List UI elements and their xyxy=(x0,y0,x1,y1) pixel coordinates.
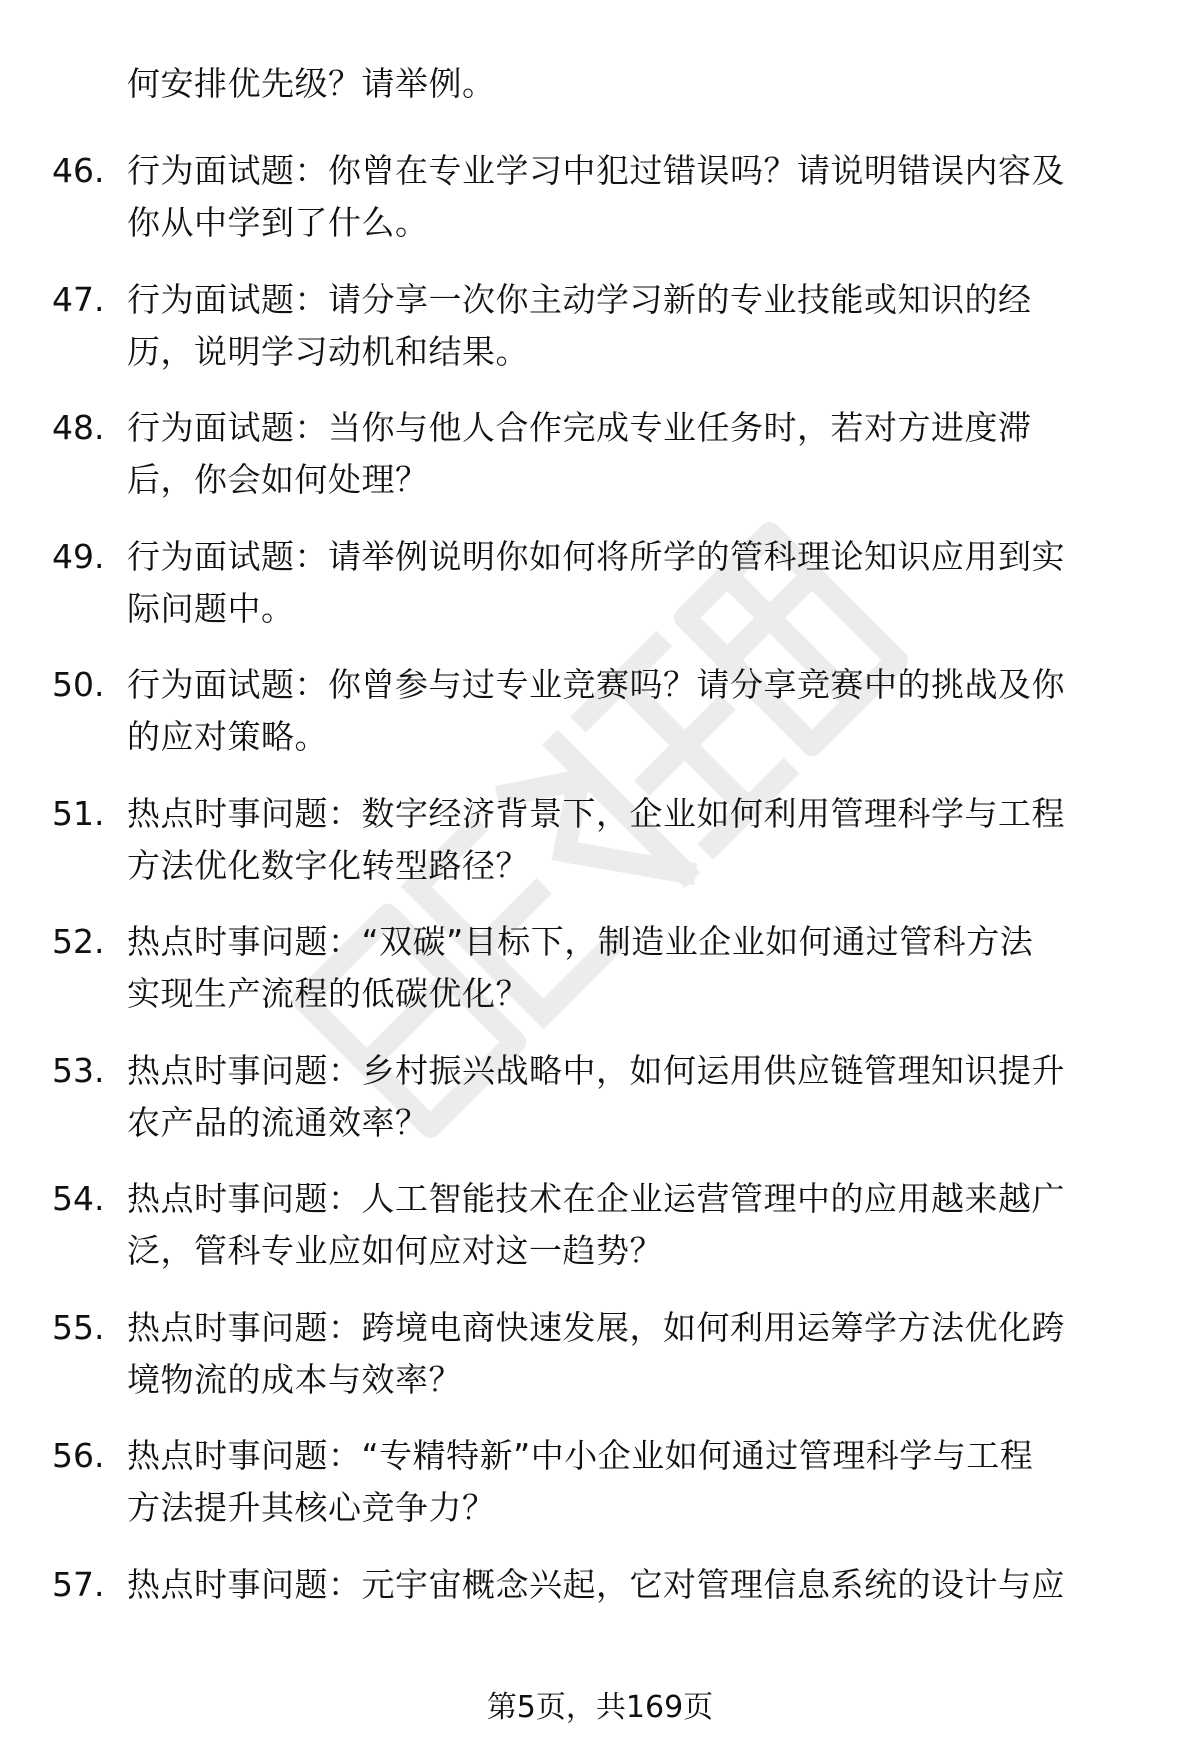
list-item xyxy=(52,1559,1152,1611)
question-text: 行为面试题：当你与他人合作完成专业任务时，若对方进度滞 后，你会如何处理？ xyxy=(127,408,1032,499)
question-number: 46. xyxy=(52,151,105,190)
question-number: 51. xyxy=(52,793,105,833)
question-number: 56. xyxy=(52,1436,105,1475)
question-number: 54. xyxy=(52,1179,105,1218)
list-item xyxy=(52,1430,1152,1534)
question-number: 50. xyxy=(52,665,105,704)
question-text: 行为面试题：请分享一次你主动学习新的专业技能或知识的经 历，说明学习动机和结果。 xyxy=(127,279,1032,371)
question-text: 热点时事问题：数字经济背景下，企业如何利用管理科学与工程 方法优化数字化转型路径？ xyxy=(127,793,1065,885)
content-area xyxy=(52,58,1152,1635)
list-item xyxy=(52,1302,1152,1406)
question-number: 52. xyxy=(52,922,105,961)
page-footer: 第5页，共169页 xyxy=(486,1690,714,1725)
list-item xyxy=(52,1173,1152,1277)
question-number: 53. xyxy=(52,1050,105,1090)
question-text: 热点时事问题：乡村振兴战略中，如何运用供应链管理知识提升 农产品的流通效率？ xyxy=(127,1050,1065,1142)
question-number: 57. xyxy=(52,1564,105,1604)
list-item xyxy=(52,659,1152,763)
question-text: 热点时事问题：元宇宙概念兴起，它对管理信息系统的设计与应 xyxy=(127,1564,1065,1604)
list-item xyxy=(52,145,1152,249)
continued-question-text: 何安排优先级？请举例。 xyxy=(127,64,496,103)
question-text: 行为面试题：请举例说明你如何将所学的管科理论知识应用到实 际问题中。 xyxy=(127,536,1065,628)
question-text: 热点时事问题：“双碳”目标下，制造业企业如何通过管科方法 实现生产流程的低碳优化？ xyxy=(127,922,1034,1013)
question-text: 热点时事问题：“专精特新”中小企业如何通过管理科学与工程 方法提升其核心竞争力？ xyxy=(127,1436,1034,1527)
question-text: 热点时事问题：跨境电商快速发展，如何利用运筹学方法优化跨 境物流的成本与效率？ xyxy=(127,1307,1065,1399)
list-item xyxy=(52,402,1152,506)
question-number: 49. xyxy=(52,536,105,576)
question-number: 48. xyxy=(52,408,105,447)
question-text: 热点时事问题：人工智能技术在企业运营管理中的应用越来越广 泛，管科专业应如何应对这一趋势？ xyxy=(127,1179,1065,1270)
list-item xyxy=(52,916,1152,1020)
list-item xyxy=(52,531,1152,635)
list-item xyxy=(52,788,1152,892)
question-list xyxy=(52,145,1152,1611)
question-text: 行为面试题：你曾参与过专业竞赛吗？请分享竞赛中的挑战及你 的应对策略。 xyxy=(127,665,1065,756)
list-item xyxy=(52,1045,1152,1149)
list-item xyxy=(52,274,1152,378)
question-number: 47. xyxy=(52,279,105,319)
question-text: 行为面试题：你曾在专业学习中犯过错误吗？请说明错误内容及 你从中学到了什么。 xyxy=(127,151,1065,242)
question-number: 55. xyxy=(52,1307,105,1347)
